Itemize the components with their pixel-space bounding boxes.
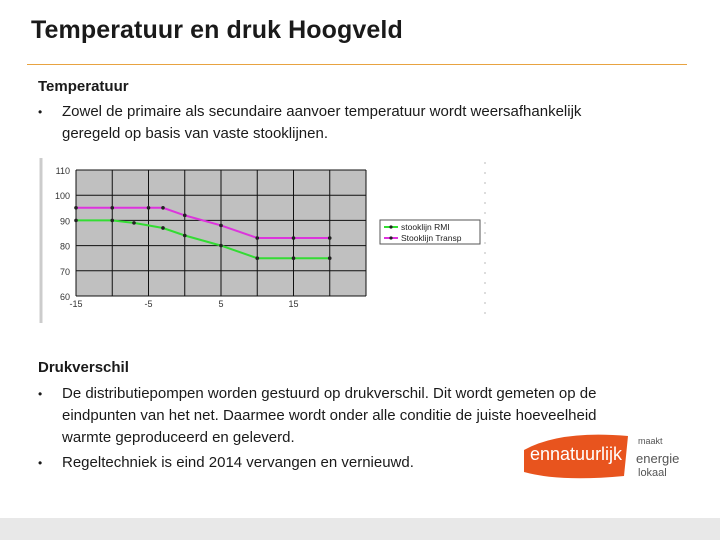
y-tick-label: 90 <box>59 216 70 227</box>
legend-label-1: stooklijn RMI <box>401 222 450 232</box>
section-heading-temperatuur: Temperatuur <box>38 78 129 95</box>
series-point-2 <box>183 214 187 218</box>
series-point-1 <box>161 226 165 230</box>
footer-band <box>0 518 720 540</box>
stooklijn-chart <box>38 158 493 323</box>
y-tick-label: 110 <box>55 166 70 176</box>
series-point-1 <box>255 256 259 260</box>
series-point-1 <box>110 219 114 223</box>
slide-title: Temperatuur en druk Hoogveld <box>31 16 403 44</box>
chart-legend <box>380 220 480 244</box>
series-point-2 <box>110 206 114 210</box>
section-heading-drukverschil: Drukverschil <box>38 359 129 376</box>
x-tick-label: 5 <box>218 299 224 309</box>
logo-tagline-2: energie <box>636 451 680 466</box>
series-point-1 <box>74 219 78 223</box>
series-point-2 <box>147 206 151 210</box>
x-tick-label: -15 <box>69 299 83 309</box>
series-point-2 <box>161 206 165 210</box>
ennatuurlijk-logo <box>520 430 685 490</box>
bullet-dot: • <box>38 105 43 119</box>
x-tick-label: 15 <box>288 299 299 309</box>
bullet-dot: • <box>38 387 43 401</box>
series-point-2 <box>328 236 332 240</box>
bullet-regeltechniek <box>38 452 538 474</box>
bullet-temperatuur <box>38 101 678 145</box>
logo-tagline-1: maakt <box>638 436 663 446</box>
logo-tagline-3: lokaal <box>638 467 667 479</box>
title-divider <box>27 64 687 65</box>
series-point-2 <box>74 206 78 210</box>
series-point-1 <box>132 221 136 225</box>
y-tick-label: 100 <box>54 191 70 202</box>
bullet-text-line: De distributiepompen worden gestuurd op drukverschil. Dit wordt gemeten op de <box>62 385 597 402</box>
logo-brand-text: ennatuurlijk <box>530 444 623 464</box>
x-axis-ticks <box>69 299 298 309</box>
y-tick-label: 70 <box>59 266 70 277</box>
y-axis-ticks <box>55 166 70 302</box>
bullet-text <box>62 101 581 145</box>
legend-label-2: Stooklijn Transp <box>401 233 462 243</box>
bullet-text-line: Zowel de primaire als secundaire aanvoer temperatuur wordt weersafhankelijk <box>62 103 582 120</box>
series-point-1 <box>292 256 296 260</box>
series-point-1 <box>183 234 187 238</box>
bullet-text-line: geregeld op basis van vaste stooklijnen. <box>62 125 329 142</box>
bullet-text: Regeltechniek is eind 2014 vervangen en vernieuwd. <box>62 454 414 471</box>
legend-marker-1 <box>389 225 392 228</box>
series-point-2 <box>292 236 296 240</box>
bullet-text-line: warmte geproduceerd en geleverd. <box>62 429 295 446</box>
series-point-2 <box>255 236 259 240</box>
y-tick-label: 80 <box>59 241 70 252</box>
series-point-1 <box>328 256 332 260</box>
series-point-1 <box>219 244 223 248</box>
y-tick-label: 60 <box>59 292 70 302</box>
x-tick-label: -5 <box>144 299 153 309</box>
bullet-text <box>62 383 597 449</box>
series-point-2 <box>219 224 223 228</box>
legend-marker-2 <box>389 236 392 239</box>
bullet-text-line: eindpunten van het net. Daarmee wordt onder alle conditie de juiste hoeveelheid <box>62 407 597 424</box>
bullet-dot: • <box>38 456 43 470</box>
